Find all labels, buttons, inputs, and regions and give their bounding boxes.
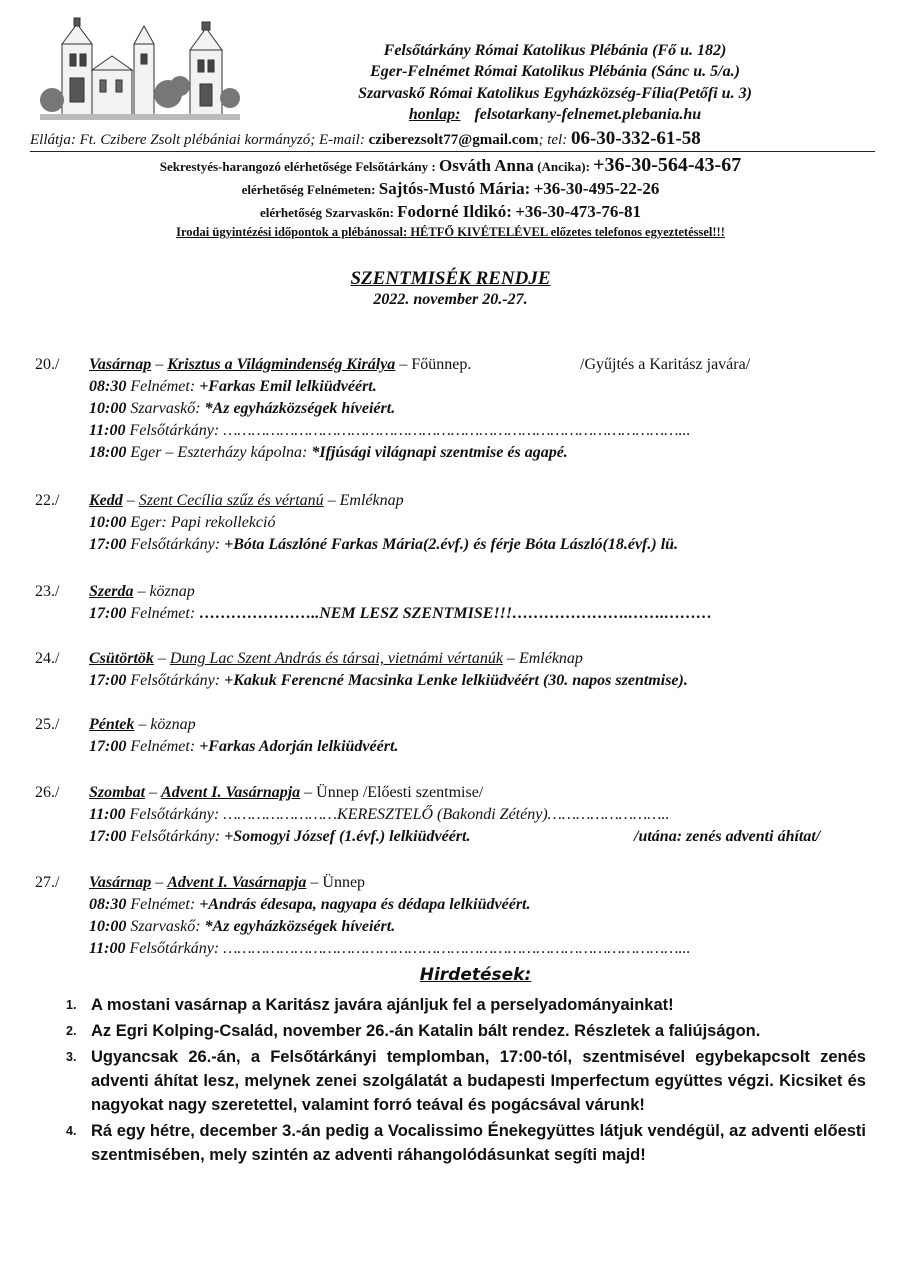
collection-note: /Gyűjtés a Karitász javára/: [580, 356, 751, 373]
item-text: Rá egy hétre, december 3.-án pedig a Vocalissimo Énekegyüttes látjuk vendégül, az adventi előesti szentmisében, mely szintén az adventi ráhangolódásunkat segíti majd!: [91, 1122, 866, 1164]
mass-entry: [89, 605, 712, 623]
mass-entry: [89, 806, 669, 824]
mass-place: Felnémet:: [126, 896, 200, 913]
mass-place: Felnémet:: [126, 738, 200, 755]
contact-phone: +36-30-473-76-81: [515, 202, 642, 221]
day-number: 23./: [35, 583, 60, 600]
day-sep: –: [151, 356, 168, 373]
mass-time: 17:00: [89, 738, 127, 755]
mass-intention: …………………..NEM LESZ SZENTMISE!!!………………….…….………: [199, 605, 713, 622]
mass-place: Felnémet:: [126, 605, 200, 622]
after-mass-note: /utána: zenés adventi áhítat/: [634, 828, 821, 845]
priest-contact-line: [30, 128, 701, 150]
feast-name: Advent I. Vasárnapja: [161, 784, 301, 801]
mass-place: Felsőtárkány:: [125, 806, 224, 823]
day-number: 24./: [35, 650, 60, 667]
email-link[interactable]: cziberezsolt77@gmail.com: [368, 132, 539, 148]
office-text: Irodai ügyintézési időpontok a plébánossal:: [176, 225, 408, 239]
parish-line-3: Szarvaskő Római Katolikus Egyházközség-Fília(Petőfi u. 3): [358, 85, 752, 102]
day-number: 20./: [35, 356, 60, 373]
mass-time: 11:00: [89, 422, 126, 439]
item-number: 2.: [66, 1024, 77, 1038]
contact-name: Fodorné Ildikó:: [397, 202, 512, 221]
contact-name: Sajtós-Mustó Mária:: [378, 179, 531, 198]
day-sep: –: [153, 650, 170, 667]
office-highlight: HÉTFŐ KIVÉTELÉVEL: [410, 225, 548, 239]
mass-place: Felsőtárkány:: [126, 536, 225, 553]
list-item: [60, 993, 866, 1017]
mass-schedule-title: SZENTMISÉK RENDJE: [350, 268, 551, 289]
day-sep: –: [151, 874, 168, 891]
day-name: Csütörtök: [89, 650, 154, 667]
contact-phone: +36-30-564-43-67: [593, 154, 742, 176]
day-header: [89, 650, 583, 668]
feast-rank: – köznap: [134, 716, 196, 733]
website-line: [235, 106, 875, 124]
day-sep: –: [145, 784, 162, 801]
feast-name: Dung Lac Szent András és társai, vietnámi vértanúk: [169, 650, 503, 667]
mass-entry: [89, 940, 690, 958]
mass-place: Eger:: [126, 514, 171, 531]
sacristan-contact: [0, 154, 901, 177]
mass-entry: [89, 828, 869, 846]
feast-rank: – Ünnep: [306, 874, 366, 891]
mass-time: 11:00: [89, 806, 126, 823]
contact-label: Sekrestyés-harangozó elérhetősége Felsőtárkány :: [159, 159, 436, 174]
mass-intention: *Az egyházközségek híveiért.: [204, 400, 396, 417]
contact-phone: +36-30-495-22-26: [533, 179, 660, 198]
mass-intention: ……………………KERESZTELŐ (Bakondi Zétény)……………………..: [223, 806, 670, 823]
day-number: 26./: [35, 784, 60, 801]
feast-rank: – köznap: [133, 583, 195, 600]
mass-entry: [89, 672, 688, 690]
mass-entry: [89, 422, 690, 440]
mass-intention: +Bóta Lászlóné Farkas Mária(2.évf.) és férje Bóta László(18.évf.) lü.: [224, 536, 679, 553]
mass-entry: [89, 918, 395, 936]
mass-place: Szarvaskő:: [126, 400, 205, 417]
mass-entry: [89, 400, 395, 418]
day-name: Szombat: [89, 784, 146, 801]
day-number: 27./: [35, 874, 60, 891]
priest-phone: 06-30-332-61-58: [570, 128, 701, 149]
mass-entry: [89, 896, 531, 914]
feast-name: Krisztus a Világmindenség Királya: [167, 356, 396, 373]
office-hours: [0, 225, 901, 240]
mass-intention: *Az egyházközségek híveiért.: [204, 918, 396, 935]
item-text: A mostani vasárnap a Karitász javára ajánljuk fel a perselyadományainkat!: [91, 996, 674, 1014]
day-header: [89, 874, 365, 892]
szarvasko-contact: [0, 202, 901, 222]
mass-entry: [89, 536, 678, 554]
mass-time: 17:00: [89, 672, 127, 689]
parish-line-1: Felsőtárkány Római Katolikus Plébánia (Fő u. 182): [383, 42, 727, 59]
announcements-title: Hirdetések:: [419, 965, 532, 985]
announcements-list: [60, 993, 866, 1169]
priest-info: Ellátja: Ft. Czibere Zsolt plébániai kormányzó; E-mail:: [30, 132, 365, 148]
contact-nick: (Ancika):: [537, 159, 590, 174]
office-text-2: előzetes telefonos egyeztetéssel!!!: [550, 225, 725, 239]
day-number: 25./: [35, 716, 60, 733]
mass-intention: +Farkas Emil lelkiüdvéért.: [199, 378, 377, 395]
contact-label: elérhetőség Szarvaskőn:: [259, 205, 394, 220]
item-number: 4.: [66, 1124, 77, 1138]
mass-place: Felsőtárkány:: [125, 422, 224, 439]
mass-time: 10:00: [89, 918, 127, 935]
mass-entry: [89, 738, 398, 756]
mass-intention: +András édesapa, nagyapa és dédapa lelkiüdvéért.: [199, 896, 531, 913]
header-divider: [30, 151, 875, 152]
mass-intention: +Farkas Adorján lelkiüdvéért.: [199, 738, 399, 755]
mass-intention: ……………………………………………………………………………………...: [223, 422, 691, 439]
day-number: 22./: [35, 492, 60, 509]
parish-line-2: Eger-Felnémet Római Katolikus Plébánia (Sánc u. 5/a.): [370, 63, 740, 80]
mass-time: 10:00: [89, 400, 127, 417]
item-text: Az Egri Kolping-Család, november 26.-án Katalin bált rendez. Részletek a faliújságon.: [91, 1022, 761, 1040]
day-name: Kedd: [89, 492, 123, 509]
mass-time: 08:30: [89, 896, 127, 913]
tel-label: ; tel:: [538, 132, 568, 148]
mass-intention: Papi rekollekció: [170, 514, 276, 531]
feast-name: Advent I. Vasárnapja: [167, 874, 307, 891]
mass-time: 11:00: [89, 940, 126, 957]
day-sep: –: [122, 492, 139, 509]
mass-place: Eger – Eszterházy kápolna:: [126, 444, 312, 461]
mass-entry: [89, 514, 275, 532]
mass-entry: [89, 444, 568, 462]
list-item: [60, 1045, 866, 1117]
day-header: [89, 583, 195, 601]
contact-label: elérhetőség Felnémeten:: [241, 182, 376, 197]
mass-place: Felnémet:: [126, 378, 200, 395]
feast-name: Szent Cecília szűz és vértanú: [138, 492, 324, 509]
list-item: [60, 1019, 866, 1043]
mass-place: Felsőtárkány:: [126, 828, 225, 845]
mass-schedule-date: 2022. november 20.-27.: [373, 291, 528, 308]
website-link[interactable]: felsotarkany-felnemet.plebania.hu: [474, 106, 702, 123]
item-number: 1.: [66, 998, 77, 1012]
day-header: [89, 492, 404, 510]
feast-rank: – Főünnep.: [395, 356, 472, 373]
mass-place: Szarvaskő:: [126, 918, 205, 935]
mass-place: Felsőtárkány:: [126, 672, 225, 689]
day-name: Vasárnap: [89, 356, 152, 373]
day-header: [89, 716, 196, 734]
day-name: Péntek: [89, 716, 135, 733]
mass-intention: *Ifjúsági világnapi szentmise és agapé.: [311, 444, 568, 461]
mass-place: Felsőtárkány:: [125, 940, 224, 957]
mass-time: 08:30: [89, 378, 127, 395]
mass-time: 17:00: [89, 828, 127, 845]
mass-entry: [89, 378, 377, 396]
felnemet-contact: [0, 179, 901, 199]
list-item: [60, 1119, 866, 1167]
day-name: Vasárnap: [89, 874, 152, 891]
mass-time: 10:00: [89, 514, 127, 531]
item-text: Ugyancsak 26.-án, a Felsőtárkányi templomban, 17:00-tól, szentmisével egybekapcsolt zenés adventi áhítat lesz, melynek zenei szolgálatát a budapesti Imperfectum együttes végzi. Kicsiket és nagyokat nagy szeretettel, valamint forró teával és pogácsával várunk!: [91, 1048, 866, 1114]
church-logo: [40, 14, 240, 122]
feast-rank: – Ünnep /Előesti szentmise/: [300, 784, 484, 801]
day-header: [89, 356, 471, 374]
mass-intention: +Kakuk Ferencné Macsinka Lenke lelkiüdvéért (30. napos szentmise).: [224, 672, 688, 689]
feast-rank: – Emléknap: [502, 650, 583, 667]
contact-name: Osváth Anna: [438, 156, 534, 175]
item-number: 3.: [66, 1050, 77, 1064]
day-header: [89, 784, 483, 802]
feast-rank: – Emléknap: [323, 492, 404, 509]
mass-intention: ……………………………………………………………………………………...: [223, 940, 691, 957]
mass-time: 18:00: [89, 444, 127, 461]
mass-time: 17:00: [89, 605, 127, 622]
mass-intention: +Somogyi József (1.évf.) lelkiüdvéért.: [224, 828, 471, 845]
website-label: honlap:: [408, 106, 461, 123]
mass-time: 17:00: [89, 536, 127, 553]
day-name: Szerda: [89, 583, 134, 600]
